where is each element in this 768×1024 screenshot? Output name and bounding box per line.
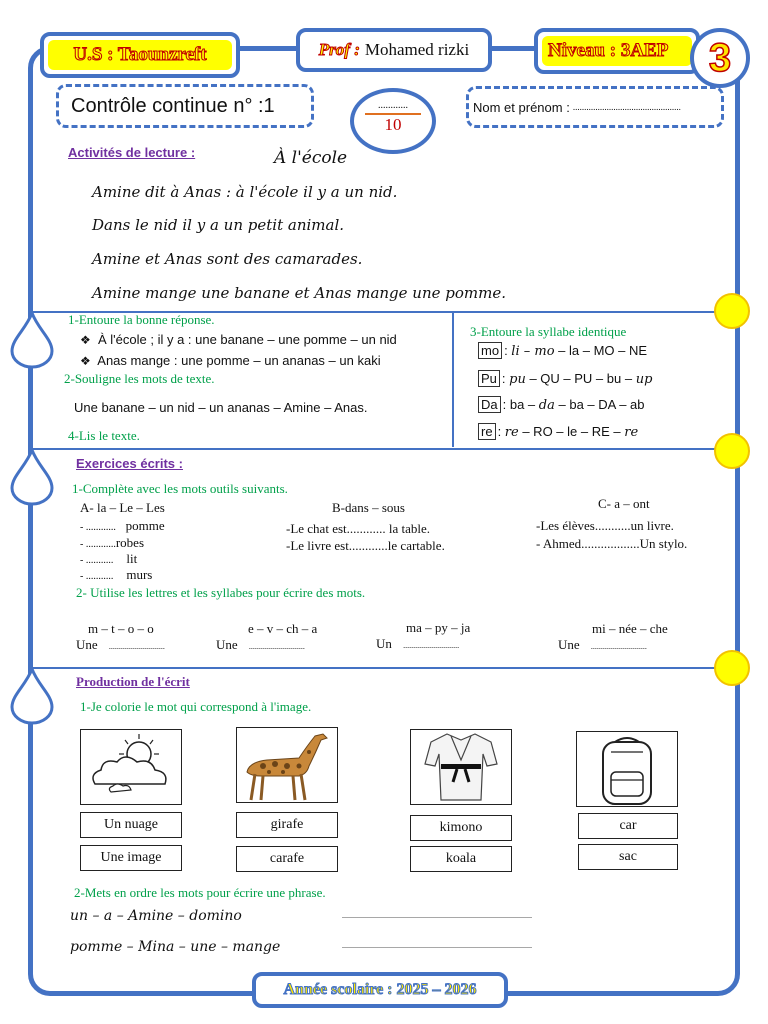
- drop-icon: [8, 448, 56, 506]
- level-number-badge: [690, 28, 750, 88]
- cursive-syllables: li – mo: [511, 344, 555, 359]
- syllables: – la – MO – NE: [558, 343, 648, 358]
- cursive-syllables: da: [538, 398, 555, 413]
- reading-line-1: Amine dit à Anas : à l'école il y a un nid.: [92, 183, 398, 201]
- production-q1: 1-Je colorie le mot qui correspond à l'image.: [80, 699, 312, 714]
- section-divider: [33, 667, 735, 669]
- column-c-item: - Ahmed..................Un stylo.: [536, 536, 688, 551]
- column-a-item: [80, 567, 152, 583]
- article: Une: [76, 637, 98, 652]
- column-a-heading: A- la – Le – Les: [80, 500, 165, 515]
- reading-title: À l'école: [274, 148, 348, 168]
- order-answer-1[interactable]: ...............................................................................................: [342, 911, 532, 920]
- item-word: robes: [115, 535, 145, 550]
- prof-label: Prof :: [318, 40, 360, 59]
- q3-heading: 3-Entoure la syllabe identique: [470, 324, 627, 339]
- syllables: – QU – PU – bu –: [529, 371, 633, 386]
- cloud-sun-icon: [80, 729, 182, 805]
- order-answer-2[interactable]: ...............................................................................................: [342, 941, 532, 950]
- niveau-label: Niveau : 3AEP: [548, 40, 669, 61]
- school-name: U.S : Taounzreft: [73, 44, 207, 65]
- q4-heading: 4-Lis le texte.: [68, 428, 140, 443]
- syllables: – RO – le – RE –: [522, 424, 621, 439]
- item-word: lit: [126, 551, 138, 566]
- answer-blank[interactable]: ............................: [403, 641, 460, 650]
- syllable-box: Pu: [478, 370, 500, 387]
- ecrits-q2: 2- Utilise les lettres et les syllabes pour écrire des mots.: [76, 585, 366, 600]
- choice-word-a[interactable]: Un nuage: [80, 812, 182, 838]
- item-word: pomme: [125, 518, 165, 533]
- column-b-item: -Le livre est............le cartable.: [286, 538, 445, 553]
- name-label: Nom et prénom :: [473, 99, 570, 115]
- name-field[interactable]: ................................................: [572, 102, 681, 112]
- yellow-dot: [714, 433, 750, 469]
- column-a-item: [80, 551, 137, 567]
- kimono-icon: [410, 729, 512, 805]
- choice-word-a[interactable]: girafe: [236, 812, 338, 838]
- production-q2: 2-Mets en ordre les mots pour écrire une phrase.: [74, 885, 326, 900]
- school-box: [40, 32, 240, 78]
- answer-blank[interactable]: ............................: [590, 642, 647, 651]
- order-line-1: un – a – Amine – domino: [70, 908, 242, 924]
- choice-word-a[interactable]: kimono: [410, 815, 512, 841]
- article: Un: [376, 636, 392, 651]
- q1-item-2: ❖ Anas mange : une pomme – un ananas – un kaki: [80, 353, 381, 368]
- reading-line-2: Dans le nid il y a un petit animal.: [92, 216, 345, 234]
- cursive-syllables: up: [635, 372, 653, 387]
- niveau-box: [534, 28, 700, 74]
- q1-item-1: ❖ À l'école ; il y a : une banane – une pomme – un nid: [80, 332, 397, 347]
- syllables: ba –: [509, 397, 536, 412]
- word-answer: [76, 637, 165, 653]
- word-letters: mi – née – che: [592, 621, 668, 636]
- syllable-row-4: re : re – RO – le – RE – re: [478, 423, 638, 440]
- syllable-row-1: mo : li – mo – la – MO – NE: [478, 342, 647, 359]
- footer-box: [252, 972, 508, 1008]
- drop-icon: [8, 667, 56, 725]
- word-letters: ma – py – ja: [406, 620, 471, 635]
- choice-word-b[interactable]: carafe: [236, 846, 338, 872]
- q1-item-2-text: Anas mange : une pomme – un ananas – un kaki: [97, 353, 381, 368]
- section-divider: [33, 448, 735, 450]
- fill-blank[interactable]: - ............: [80, 522, 116, 533]
- syllable-row-3: Da : ba – da – ba – DA – ab: [478, 396, 645, 413]
- giraffe-icon: [236, 727, 338, 803]
- syllable-box: Da: [478, 396, 501, 413]
- choice-word-b[interactable]: Une image: [80, 845, 182, 871]
- article: Une: [558, 637, 580, 652]
- drop-icon: [8, 311, 56, 369]
- lecture-heading: Activités de lecture :: [68, 145, 196, 160]
- production-heading: Production de l'écrit: [76, 674, 190, 689]
- q1-item-1-text: À l'école ; il y a : une banane – une pomme – un nid: [98, 332, 397, 347]
- column-a-item: [80, 518, 165, 534]
- page-title: Contrôle continue n° :1: [71, 94, 275, 117]
- column-c-item: -Les élèves...........un livre.: [536, 518, 674, 533]
- column-a-item: [80, 535, 144, 551]
- fill-blank[interactable]: - ...........: [80, 555, 114, 566]
- cursive-syllables: re: [504, 425, 519, 440]
- word-answer: [216, 637, 305, 653]
- choice-word-b[interactable]: koala: [410, 846, 512, 872]
- reading-line-3: Amine et Anas sont des camarades.: [92, 250, 363, 268]
- level-number: 3: [708, 35, 732, 80]
- syllable-row-2: Pu : pu – QU – PU – bu – up: [478, 370, 652, 387]
- word-answer: [558, 637, 647, 653]
- q2-text: Une banane – un nid – un ananas – Amine – Anas.: [74, 400, 368, 415]
- school-year: Année scolaire : 2025 – 2026: [283, 981, 477, 998]
- choice-word-a[interactable]: car: [578, 813, 678, 839]
- word-answer: [376, 636, 459, 652]
- article: Une: [216, 637, 238, 652]
- fill-blank[interactable]: - ............: [80, 539, 116, 550]
- item-word: murs: [126, 567, 153, 582]
- yellow-dot: [714, 650, 750, 686]
- column-divider: [452, 313, 454, 447]
- choice-word-b[interactable]: sac: [578, 844, 678, 870]
- score-total: 10: [384, 115, 402, 134]
- ecrits-heading: Exercices écrits :: [76, 456, 183, 471]
- cursive-syllables: pu: [509, 372, 526, 387]
- q2-heading: 2-Souligne les mots de texte.: [64, 371, 215, 386]
- q1-heading: 1-Entoure la bonne réponse.: [68, 312, 215, 327]
- backpack-icon: [576, 731, 678, 807]
- answer-blank[interactable]: ............................: [248, 642, 305, 651]
- name-box: [466, 86, 724, 128]
- syllable-box: mo: [478, 342, 502, 359]
- column-b-heading: B-dans – sous: [332, 500, 405, 515]
- syllable-box: re: [478, 423, 496, 440]
- ecrits-q1: 1-Complète avec les mots outils suivants.: [72, 481, 288, 496]
- column-c-heading: C- a – ont: [598, 496, 650, 511]
- fill-blank[interactable]: - ...........: [80, 571, 114, 582]
- reading-line-4: Amine mange une banane et Anas mange une pomme.: [92, 284, 506, 302]
- order-line-2: pomme – Mina – une – mange: [70, 939, 281, 955]
- cursive-syllables: re: [624, 425, 639, 440]
- column-b-item: -Le chat est............ la table.: [286, 521, 431, 536]
- answer-blank[interactable]: ............................: [108, 642, 165, 651]
- word-letters: e – v – ch – a: [248, 621, 318, 636]
- title-box: [56, 84, 314, 128]
- syllables: – ba – DA – ab: [558, 397, 645, 412]
- word-letters: m – t – o – o: [88, 621, 154, 636]
- yellow-dot: [714, 293, 750, 329]
- prof-box: [296, 28, 492, 72]
- prof-name: Mohamed rizki: [364, 40, 470, 59]
- score-circle: [350, 88, 436, 154]
- score-blank: ............: [378, 100, 408, 111]
